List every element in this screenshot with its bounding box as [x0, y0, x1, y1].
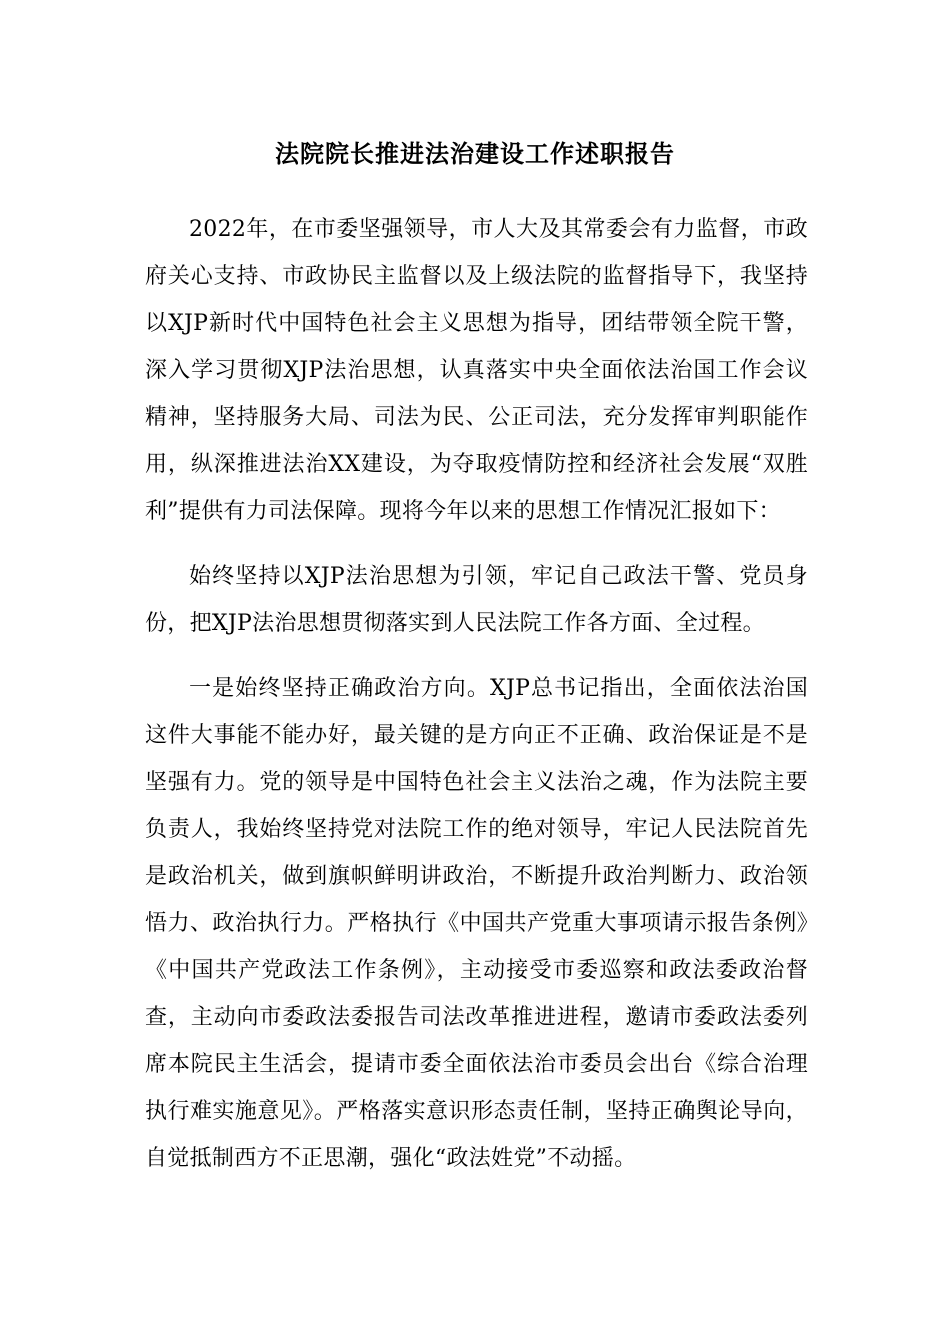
paragraph-political-direction: 一是始终坚持正确政治方向。XJP总书记指出，全面依法治国这件大事能不能办好，最关键的是方向正不正确、政治保证是不是坚强有力。党的领导是中国特色社会主义法治之魂，作为法院主要负责人，我始终坚持党对法院工作的绝对领导，牢记人民法院首先是政治机关，做到旗帜鲜明讲政治，不断提升政治判断力、政治领悟力、政治执行力。严格执行《中国共产党重大事项请示报告条例》《中国共产党政法工作条例》，主动接受市委巡察和政法委政治督查，主动向市委政法委报告司法改革推进进程，邀请市委政法委列席本院民主生活会，提请市委全面依法治市委员会出台《综合治理执行难实施意见》。严格落实意识形态责任制，坚持正确舆论导向，自觉抵制西方不正思潮，强化“政法姓党”不动摇。 — [145, 676, 808, 1171]
document-body — [145, 206, 808, 1200]
paragraph-guiding-principle: 始终坚持以XJP法治思想为引领，牢记自己政法干警、党员身份，把XJP法治思想贯彻落实到人民法院工作各方面、全过程。 — [145, 564, 808, 636]
document-title: 法院院长推进法治建设工作述职报告 — [275, 139, 675, 168]
paragraph-intro: 2022年，在市委坚强领导，市人大及其常委会有力监督，市政府关心支持、市政协民主监督以及上级法院的监督指导下，我坚持以XJP新时代中国特色社会主义思想为指导，团结带领全院干警，深入学习贯彻XJP法治思想，认真落实中央全面依法治国工作会议精神，坚持服务大局、司法为民、公正司法，充分发挥审判职能作用，纵深推进法治XX建设，为夺取疫情防控和经济社会发展“双胜利”提供有力司法保障。现将今年以来的思想工作情况汇报如下： — [145, 217, 808, 524]
